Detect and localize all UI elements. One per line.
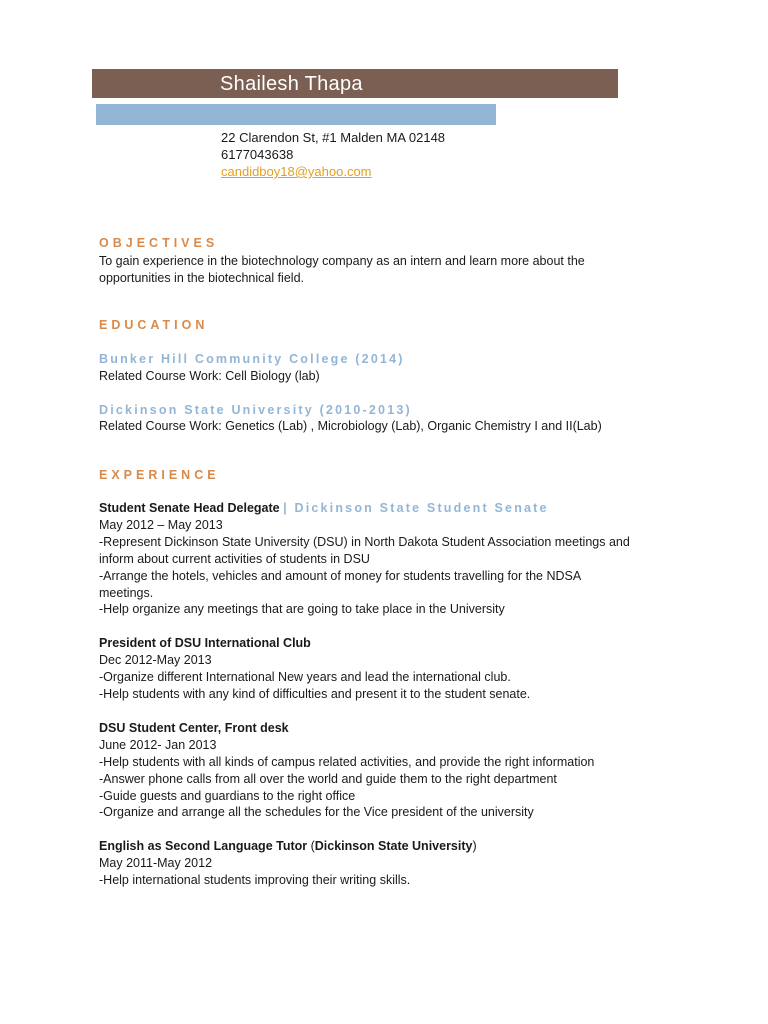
job-dates: Dec 2012-May 2013 (99, 653, 212, 667)
job-duty: -Help students with all kinds of campus related activities, and provide the right information (99, 755, 595, 769)
objectives-line: To gain experience in the biotechnology company as an intern and learn more about the (99, 254, 585, 268)
job-title (99, 838, 477, 855)
address: 22 Clarendon St, #1 Malden MA 02148 (221, 130, 446, 145)
job-dates: June 2012- Jan 2013 (99, 738, 217, 752)
job-title (99, 500, 549, 517)
course-work: Related Course Work: Genetics (Lab) , Microbiology (Lab), Organic Chemistry I and II(Lab) (99, 419, 602, 433)
paren-close: ) (472, 839, 477, 853)
job-duty: -Organize different International New years and lead the international club. (99, 670, 511, 684)
job-duty: -Help organize any meetings that are going to take place in the University (99, 602, 505, 616)
phone: 6177043638 (221, 147, 294, 162)
school-name: Dickinson State University (2010-2013) (99, 403, 412, 417)
objectives-heading: OBJECTIVES (99, 236, 219, 250)
job-duty: -Help students with any kind of difficulties and present it to the student senate. (99, 687, 531, 701)
candidate-name: Shailesh Thapa (220, 73, 363, 95)
course-work: Related Course Work: Cell Biology (lab) (99, 369, 320, 383)
education-heading: EDUCATION (99, 318, 209, 332)
job-duty: -Organize and arrange all the schedules for the Vice president of the university (99, 805, 534, 819)
job-duty: -Answer phone calls from all over the world and guide them to the right department (99, 772, 557, 786)
experience-heading: EXPERIENCE (99, 468, 220, 482)
job-duty: meetings. (99, 586, 154, 600)
paren-open: ( (310, 839, 315, 853)
job-duty: -Guide guests and guardians to the right office (99, 789, 356, 803)
contact-block (221, 129, 445, 180)
job-duty: -Represent Dickinson State University (DSU) in North Dakota Student Association meetings and (99, 535, 630, 549)
job-org: | Dickinson State Student Senate (283, 501, 549, 515)
job-role: Student Senate Head Delegate (99, 501, 280, 515)
job-dates: May 2012 – May 2013 (99, 518, 223, 532)
accent-bar (96, 104, 496, 125)
objectives-line: opportunities in the biotechnical field. (99, 271, 304, 285)
job-title: DSU Student Center, Front desk (99, 721, 289, 735)
job-title: President of DSU International Club (99, 636, 311, 650)
job-duty: -Help international students improving their writing skills. (99, 873, 411, 887)
job-duty: -Arrange the hotels, vehicles and amount of money for students travelling for the NDSA (99, 569, 582, 583)
job-dates: May 2011-May 2012 (99, 856, 213, 870)
school-name: Bunker Hill Community College (2014) (99, 352, 405, 366)
job-duty: inform about current activities of students in DSU (99, 552, 370, 566)
job-org: Dickinson State University (314, 839, 473, 853)
email-link[interactable]: candidboy18@yahoo.com (221, 164, 372, 179)
job-role: English as Second Language Tutor (99, 839, 308, 853)
